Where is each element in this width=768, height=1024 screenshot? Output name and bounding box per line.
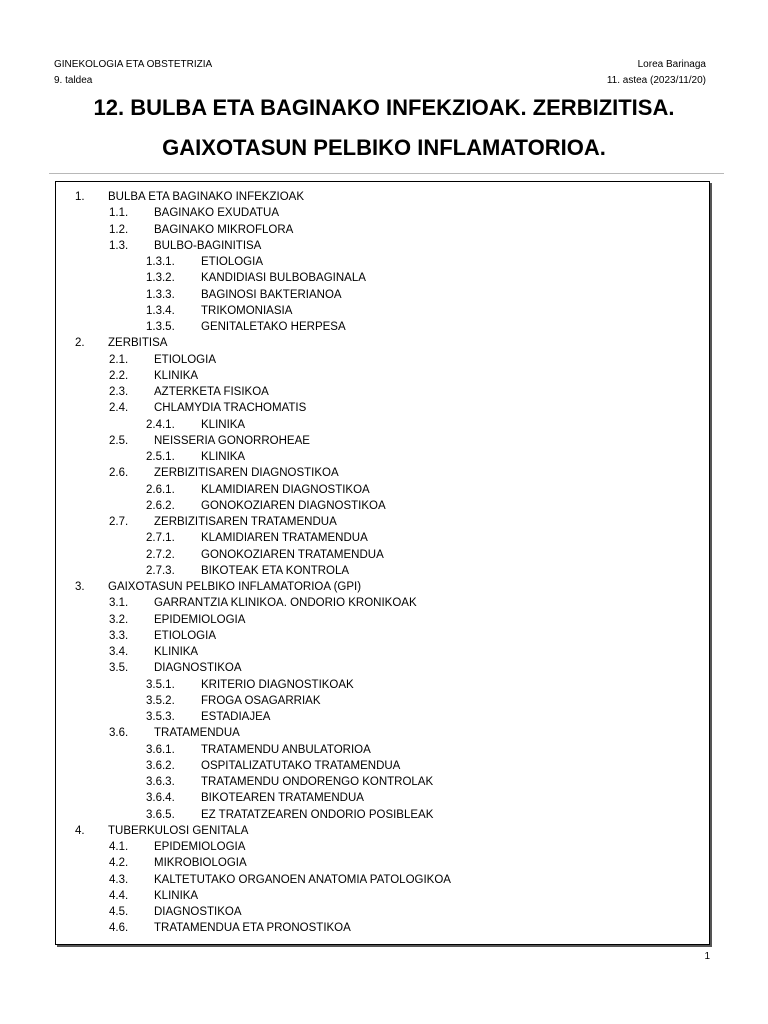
toc-entry-number: 1.3.1. <box>146 256 175 268</box>
toc-entry <box>56 205 709 221</box>
toc-entry <box>56 839 709 855</box>
course-name: GINEKOLOGIA ETA OBSTETRIZIA <box>54 59 213 70</box>
toc-entry-number: 2.2. <box>109 369 129 382</box>
toc-entry-number: 2.5.1. <box>146 451 175 463</box>
toc-entry <box>56 319 709 335</box>
toc-entry <box>56 872 709 888</box>
toc-entry-text: BULBA ETA BAGINAKO INFEKZIOAK <box>108 191 304 203</box>
toc-entry <box>56 547 709 563</box>
toc-entry-text: EZ TRATATZEAREN ONDORIO POSIBLEAK <box>201 808 434 821</box>
toc-entry-text: GARRANTZIA KLINIKOA. ONDORIO KRONIKOAK <box>154 597 417 610</box>
toc-entry-text: ETIOLOGIA <box>201 256 263 268</box>
toc-entry-text: NEISSERIA GONORROHEAE <box>154 434 310 447</box>
toc-entry-text: GONOKOZIAREN TRATAMENDUA <box>201 548 384 561</box>
toc-entry <box>56 270 709 286</box>
toc-entry-number: 3.5.1. <box>146 678 175 691</box>
toc-entry-number: 1. <box>75 191 85 203</box>
toc-entry-text: DIAGNOSTIKOA <box>154 906 242 918</box>
toc-entry <box>56 352 709 368</box>
toc-entry <box>56 238 709 254</box>
toc-entry-number: 2.7.3. <box>146 564 175 577</box>
toc-entry-number: 2.3. <box>109 386 129 398</box>
toc-entry <box>56 677 709 693</box>
toc-entry-number: 2. <box>75 337 85 350</box>
toc-entry-text: ZERBIZITISAREN DIAGNOSTIKOA <box>154 467 339 480</box>
toc-entry-text: BIKOTEAREN TRATAMENDUA <box>201 792 364 805</box>
toc-entry <box>56 498 709 514</box>
toc-entry-text: EPIDEMIOLOGIA <box>154 841 246 853</box>
toc-entry-number: 2.6. <box>109 467 129 480</box>
toc-entry-text: CHLAMYDIA TRACHOMATIS <box>154 402 307 415</box>
page-number: 1 <box>704 951 710 962</box>
toc-entry-number: 1.3. <box>109 239 129 252</box>
toc-entry <box>56 189 709 205</box>
toc-entry-number: 4.6. <box>109 922 129 935</box>
title-line-2: GAIXOTASUN PELBIKO INFLAMATORIOA. <box>162 135 606 160</box>
toc-entry-text: KLINIKA <box>154 889 199 902</box>
toc-entry-number: 3.6.2. <box>146 759 175 772</box>
toc-entry-number: 3.6.3. <box>146 776 175 788</box>
toc-entry <box>56 595 709 611</box>
toc-entry-text: TUBERKULOSI GENITALA <box>108 824 249 837</box>
toc-entry-text: KANDIDIASI BULBOBAGINALA <box>201 272 366 285</box>
toc-entry-text: KLINIKA <box>201 451 246 463</box>
toc-entry <box>56 384 709 400</box>
toc-entry-number: 3.5.3. <box>146 711 175 723</box>
toc-entry <box>56 563 709 579</box>
toc-entry-number: 1.3.3. <box>146 288 175 301</box>
toc-entry <box>56 530 709 546</box>
toc-entry-number: 4. <box>75 824 85 837</box>
toc-entry-number: 3.6.4. <box>146 792 175 805</box>
toc-entry-text: ETIOLOGIA <box>154 353 216 366</box>
toc-entry-number: 4.3. <box>109 873 129 886</box>
title-divider <box>49 173 724 174</box>
toc-entry <box>56 287 709 303</box>
header-row-bottom <box>54 73 706 89</box>
header-row-top <box>54 57 706 73</box>
toc-entry-text: AZTERKETA FISIKOA <box>154 386 269 398</box>
toc-entry-text: BAGINOSI BAKTERIANOA <box>201 288 342 301</box>
toc-entry-number: 2.7. <box>109 516 129 528</box>
toc-entry-text: ZERBIZITISAREN TRATAMENDUA <box>154 516 337 528</box>
toc-entry <box>56 449 709 465</box>
toc-entry-text: KLAMIDIAREN DIAGNOSTIKOA <box>201 483 370 496</box>
week-date: 11. astea (2023/11/20) <box>606 75 706 86</box>
toc-entry <box>56 628 709 644</box>
toc-entry-text: TRATAMENDUA <box>154 727 240 740</box>
toc-entry-number: 3.1. <box>109 597 129 610</box>
toc-entry-text: BIKOTEAK ETA KONTROLA <box>201 564 350 577</box>
toc-entry-text: TRATAMENDU ANBULATORIOA <box>201 743 371 756</box>
toc-entry-number: 1.3.4. <box>146 304 175 317</box>
toc-entry-text: KLAMIDIAREN TRATAMENDUA <box>201 532 368 545</box>
toc-entry-text: GENITALETAKO HERPESA <box>201 321 346 333</box>
toc-entry-number: 4.5. <box>109 906 129 918</box>
toc-entry <box>56 758 709 774</box>
author-name: Lorea Barinaga <box>637 59 706 70</box>
toc-entry-number: 2.6.2. <box>146 499 175 512</box>
table-of-contents <box>56 189 709 937</box>
toc-entry <box>56 709 709 725</box>
toc-entry-number: 3.6.5. <box>146 808 175 821</box>
toc-entry-number: 3.5.2. <box>146 694 175 707</box>
toc-entry-number: 3.4. <box>109 646 129 658</box>
toc-entry-text: OSPITALIZATUTAKO TRATAMENDUA <box>201 759 401 772</box>
toc-entry-text: KRITERIO DIAGNOSTIKOAK <box>201 678 354 691</box>
toc-entry-text: KLINIKA <box>154 369 199 382</box>
toc-entry-number: 2.4. <box>109 402 129 415</box>
toc-entry <box>56 904 709 920</box>
toc-entry-number: 3.3. <box>109 629 129 642</box>
toc-entry <box>56 465 709 481</box>
toc-entry <box>56 693 709 709</box>
title-line-1: 12. BULBA ETA BAGINAKO INFEKZIOAK. ZERBIZITISA. <box>93 95 675 120</box>
toc-entry-text: FROGA OSAGARRIAK <box>201 694 321 707</box>
toc-entry-number: 1.1. <box>109 207 129 220</box>
toc-entry-number: 1.3.5. <box>146 321 175 333</box>
toc-entry-text: KALTETUTAKO ORGANOEN ANATOMIA PATOLOGIKOA <box>154 873 451 886</box>
toc-entry <box>56 807 709 823</box>
toc-entry-text: DIAGNOSTIKOA <box>154 662 242 675</box>
toc-entry <box>56 855 709 871</box>
toc-entry <box>56 888 709 904</box>
toc-entry <box>56 222 709 238</box>
toc-entry-number: 4.2. <box>109 857 129 870</box>
toc-entry-number: 1.3.2. <box>146 272 175 285</box>
toc-entry <box>56 514 709 530</box>
toc-entry-text: KLINIKA <box>154 646 199 658</box>
toc-entry-number: 2.5. <box>109 434 129 447</box>
toc-entry-number: 4.1. <box>109 841 129 853</box>
toc-entry <box>56 400 709 416</box>
toc-entry-text: BAGINAKO MIKROFLORA <box>154 223 294 236</box>
toc-entry-number: 4.4. <box>109 889 129 902</box>
toc-entry <box>56 742 709 758</box>
toc-entry <box>56 433 709 449</box>
toc-entry-number: 3. <box>75 581 85 593</box>
toc-entry-text: MIKROBIOLOGIA <box>154 857 247 870</box>
toc-entry <box>56 335 709 351</box>
toc-entry <box>56 254 709 270</box>
table-of-contents-box <box>55 181 710 945</box>
toc-entry-text: GONOKOZIAREN DIAGNOSTIKOA <box>201 499 386 512</box>
group-name: 9. taldea <box>54 75 93 86</box>
toc-entry-text: GAIXOTASUN PELBIKO INFLAMATORIOA (GPI) <box>108 581 362 593</box>
toc-entry <box>56 579 709 595</box>
page-header <box>54 57 706 89</box>
toc-entry-text: EPIDEMIOLOGIA <box>154 613 246 626</box>
toc-entry <box>56 644 709 660</box>
toc-entry-text: ZERBITISA <box>108 337 168 350</box>
toc-entry <box>56 417 709 433</box>
toc-entry-number: 2.7.2. <box>146 548 175 561</box>
toc-entry <box>56 482 709 498</box>
toc-entry <box>56 303 709 319</box>
toc-entry-number: 2.4.1. <box>146 418 175 431</box>
toc-entry-number: 3.5. <box>109 662 129 675</box>
toc-entry-text: BULBO-BAGINITISA <box>154 239 262 252</box>
toc-entry-number: 3.6.1. <box>146 743 175 756</box>
toc-entry-number: 3.6. <box>109 727 129 740</box>
toc-entry-text: BAGINAKO EXUDATUA <box>154 207 280 220</box>
toc-entry <box>56 368 709 384</box>
toc-entry-number: 1.2. <box>109 223 129 236</box>
toc-entry-number: 3.2. <box>109 613 129 626</box>
page-title <box>40 88 728 168</box>
toc-entry-text: TRIKOMONIASIA <box>201 304 293 317</box>
toc-entry <box>56 612 709 628</box>
toc-entry <box>56 660 709 676</box>
toc-entry-number: 2.6.1. <box>146 483 175 496</box>
toc-entry-text: ETIOLOGIA <box>154 629 216 642</box>
toc-entry-text: TRATAMENDUA ETA PRONOSTIKOA <box>154 922 351 935</box>
toc-entry-number: 2.7.1. <box>146 532 175 545</box>
toc-entry-text: TRATAMENDU ONDORENGO KONTROLAK <box>201 776 434 788</box>
toc-entry <box>56 774 709 790</box>
toc-entry-number: 2.1. <box>109 353 129 366</box>
toc-entry-text: KLINIKA <box>201 418 246 431</box>
toc-entry <box>56 823 709 839</box>
toc-entry <box>56 920 709 936</box>
toc-entry <box>56 725 709 741</box>
toc-entry <box>56 790 709 806</box>
toc-entry-text: ESTADIAJEA <box>201 711 271 723</box>
